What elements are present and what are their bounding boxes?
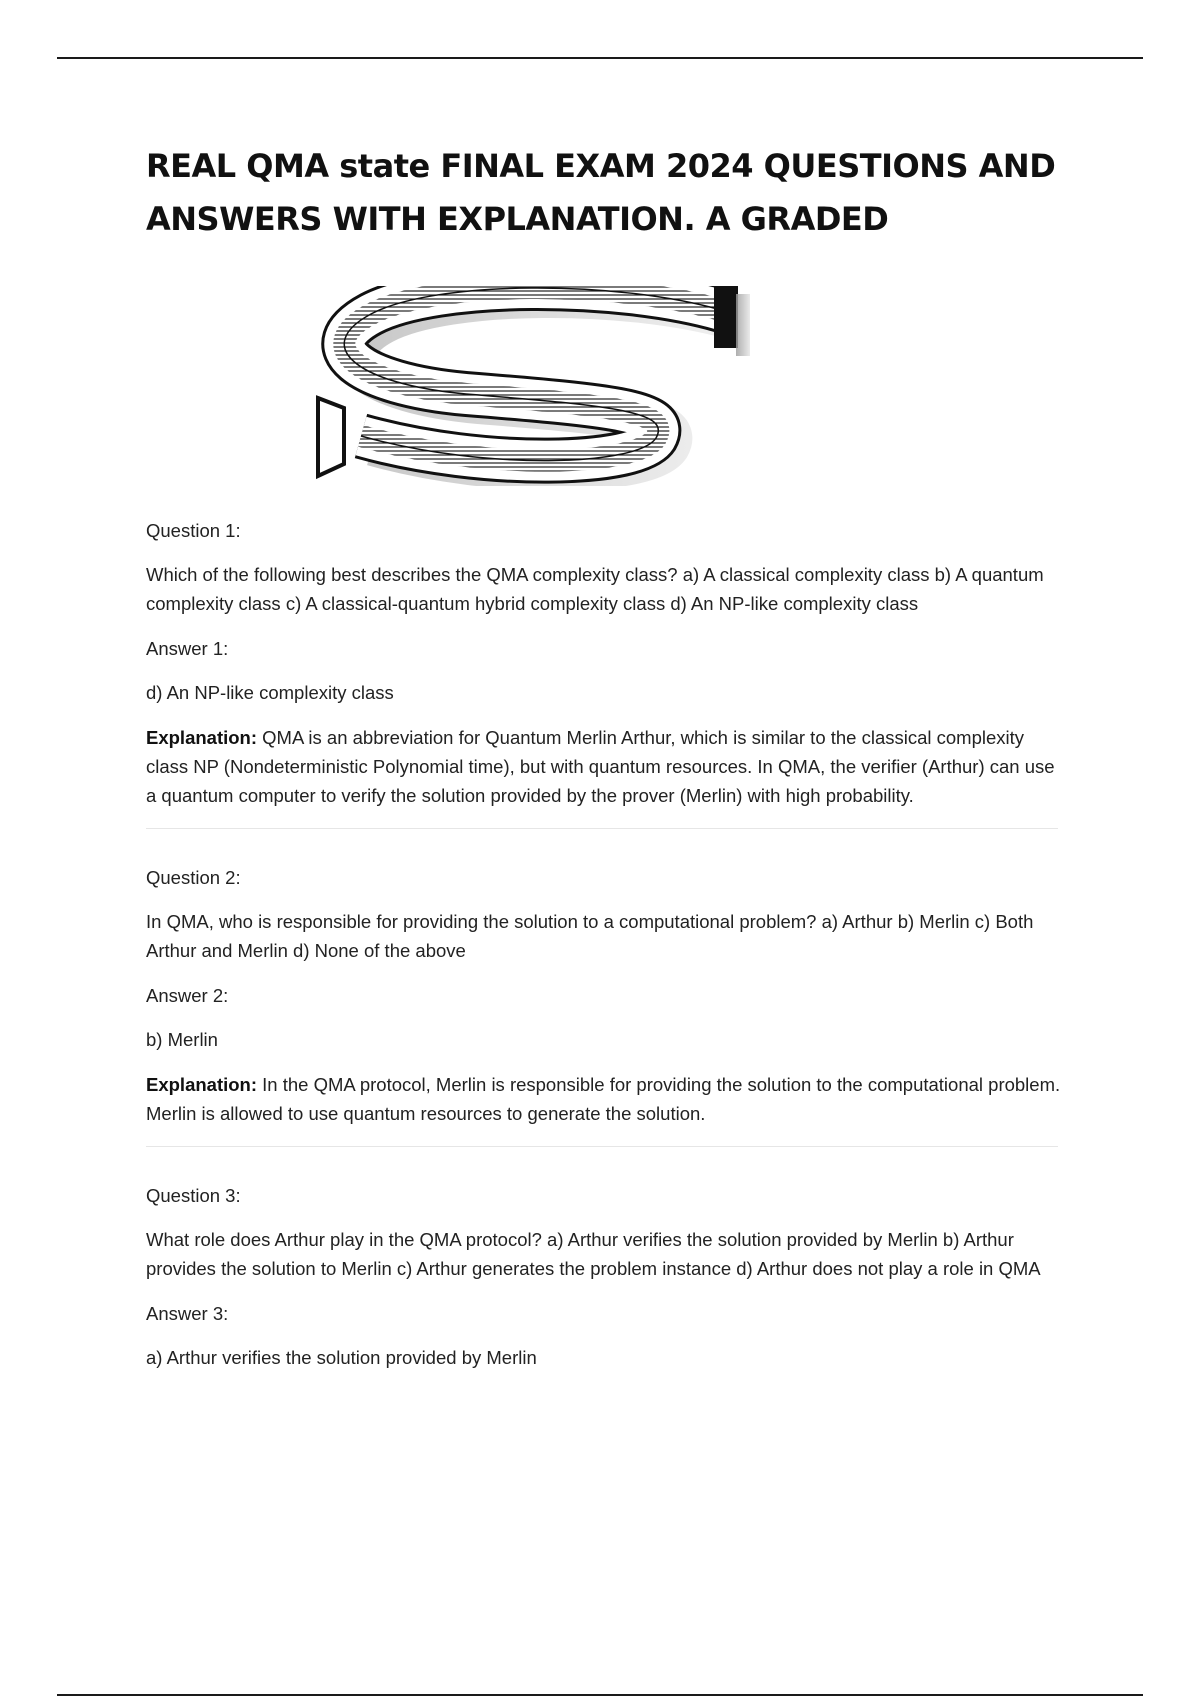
document-body	[146, 140, 1066, 1388]
question-text: In QMA, who is responsible for providing the solution to a computational problem? a) Arthur b) Merlin c) Both Arthur and Merlin d) None of the above	[146, 911, 1034, 961]
question-label: Question 1:	[146, 520, 241, 541]
s-logo-icon	[316, 286, 786, 486]
answer-text: d) An NP-like complexity class	[146, 682, 394, 703]
top-rule	[57, 57, 1143, 59]
answer-text: a) Arthur verifies the solution provided by Merlin	[146, 1347, 537, 1368]
s-logo-image	[316, 286, 786, 486]
qa-item-3	[146, 1147, 1066, 1372]
document-title: REAL QMA state FINAL EXAM 2024 QUESTIONS AND ANSWERS WITH EXPLANATION. A GRADED	[146, 147, 1056, 238]
explanation-text: In the QMA protocol, Merlin is responsible for providing the solution to the computational problem. Merlin is allowed to use quantum resources to generate the solution.	[146, 1074, 1061, 1124]
qa-item-2	[146, 829, 1066, 1147]
explanation-prefix: Explanation:	[146, 1074, 258, 1095]
explanation	[146, 1070, 1066, 1128]
explanation-text: QMA is an abbreviation for Quantum Merlin Arthur, which is similar to the classical complexity class NP (Nondeterministic Polynomial time), but with quantum resources. In QMA, the verifier (Arthur) can use a quantum computer to verify the solution provided by the prover (Merlin) with high probability.	[146, 727, 1055, 806]
explanation	[146, 723, 1066, 810]
answer-label: Answer 3:	[146, 1303, 229, 1324]
answer-label: Answer 1:	[146, 638, 229, 659]
question-label: Question 3:	[146, 1185, 241, 1206]
qa-item-1	[146, 516, 1066, 829]
answer-label: Answer 2:	[146, 985, 229, 1006]
bottom-rule	[57, 1694, 1143, 1696]
question-text: What role does Arthur play in the QMA protocol? a) Arthur verifies the solution provided by Merlin b) Arthur provides the solution to Merlin c) Arthur generates the problem instance d) Arthur does not play a role in QMA	[146, 1229, 1041, 1279]
explanation-prefix: Explanation:	[146, 727, 258, 748]
question-text: Which of the following best describes the QMA complexity class? a) A classical complexity class b) A quantum complexity class c) A classical-quantum hybrid complexity class d) An NP-like complexity class	[146, 564, 1044, 614]
answer-text: b) Merlin	[146, 1029, 218, 1050]
question-label: Question 2:	[146, 867, 241, 888]
